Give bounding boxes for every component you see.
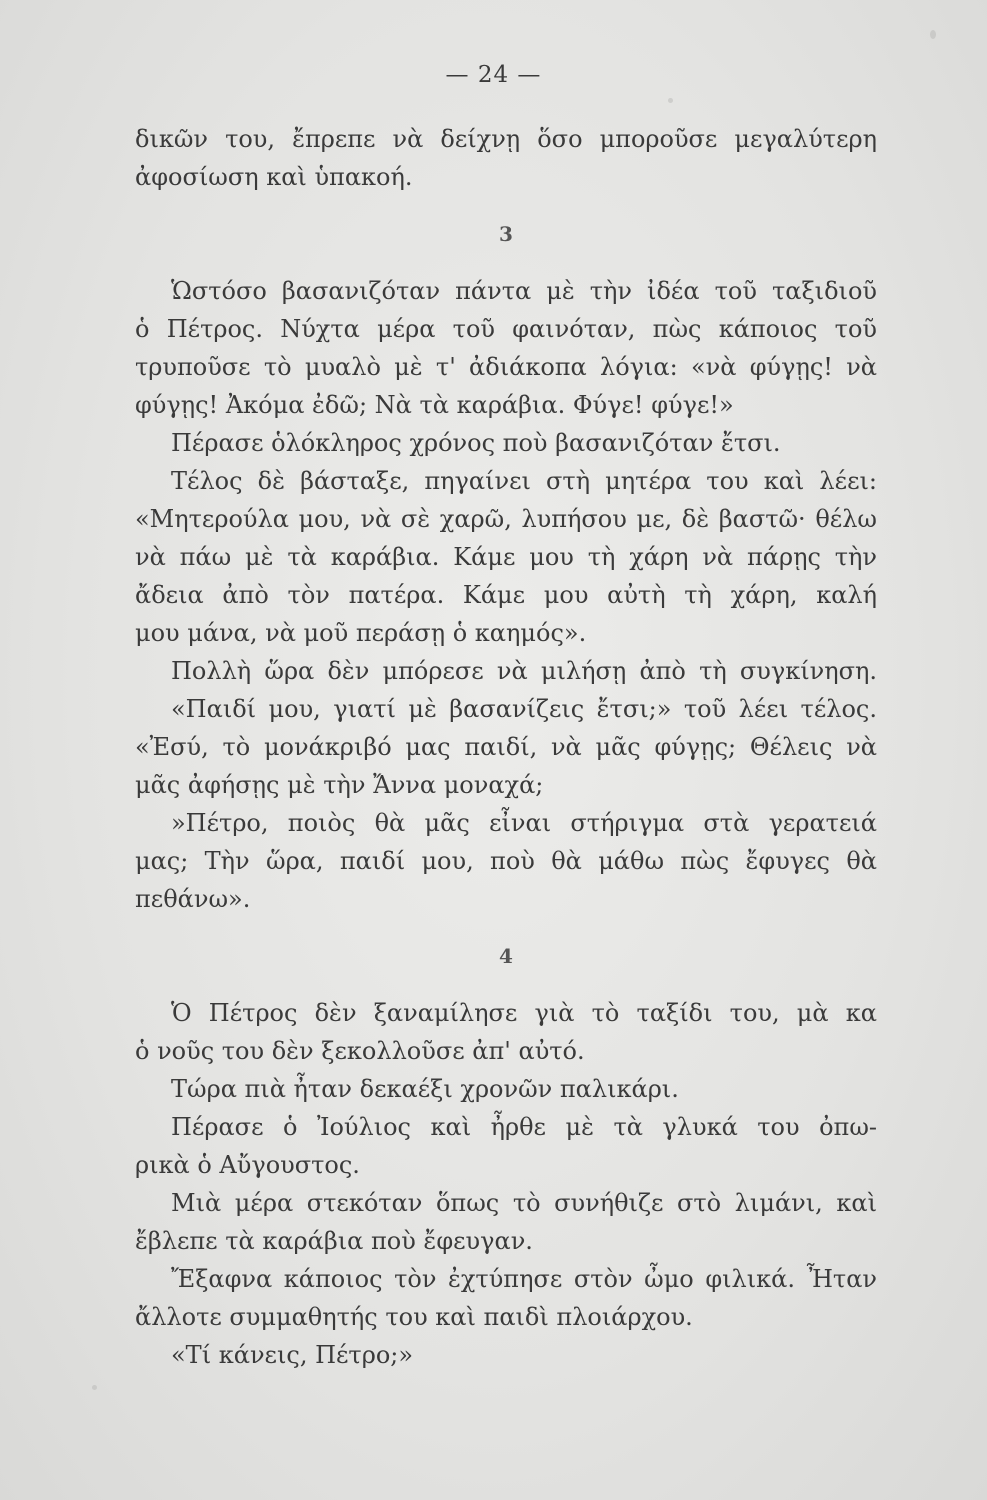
text-line: Ὁ Πέτρος δὲν ξαναμίλησε γιὰ τὸ ταξίδι του, μὰ κα bbox=[171, 999, 877, 1027]
text-line: ἄδεια ἀπὸ τὸν πατέρα. Κάμε μου αὐτὴ τὴ χάρη, καλή bbox=[135, 581, 877, 609]
text-line: «Ἐσύ, τὸ μονάκριβό μας παιδί, νὰ μᾶς φύγῃς; Θέλεις νὰ bbox=[135, 733, 877, 761]
text-line: μου μάνα, νὰ μοῦ περάσῃ ὁ καημός». bbox=[135, 619, 587, 647]
text-line: Πολλὴ ὥρα δὲν μπόρεσε νὰ μιλήσῃ ἀπὸ τὴ συγκίνηση. bbox=[171, 657, 877, 685]
section-number: 4 bbox=[499, 944, 513, 968]
text-line: Τώρα πιὰ ἦταν δεκαέξι χρονῶν παλικάρι. bbox=[171, 1075, 679, 1103]
text-line: »Πέτρο, ποιὸς θὰ μᾶς εἶναι στήριγμα στὰ γερατειά bbox=[171, 809, 877, 837]
text-line: Πέρασε ὁ Ἰούλιος καὶ ἦρθε μὲ τὰ γλυκά του ὀπω- bbox=[171, 1113, 877, 1141]
text-line: ὁ νοῦς του δὲν ξεκολλοῦσε ἀπ' αὐτό. bbox=[135, 1037, 585, 1065]
text-line: Τέλος δὲ βάσταξε, πηγαίνει στὴ μητέρα του καὶ λέει: bbox=[171, 467, 877, 495]
text-line: μᾶς ἀφήσῃς μὲ τὴν Ἄννα μοναχά; bbox=[135, 771, 544, 799]
text-line: φύγῃς! Ἀκόμα ἐδῶ; Νὰ τὰ καράβια. Φύγε! φύγε!» bbox=[135, 391, 734, 419]
text-line: πεθάνω». bbox=[135, 885, 251, 913]
text-line: Μιὰ μέρα στεκόταν ὅπως τὸ συνήθιζε στὸ λιμάνι, καὶ bbox=[171, 1189, 877, 1217]
text-line: ἀφοσίωση καὶ ὑπακοή. bbox=[135, 163, 413, 191]
text-line: ὁ Πέτρος. Νύχτα μέρα τοῦ φαινόταν, πὼς κάποιος τοῦ bbox=[135, 315, 877, 343]
text-line: Ὡστόσο βασανιζόταν πάντα μὲ τὴν ἰδέα τοῦ ταξιδιοῦ bbox=[171, 277, 877, 305]
text-line: Πέρασε ὁλόκληρος χρόνος ποὺ βασανιζόταν ἔτσι. bbox=[171, 429, 781, 457]
text-line: ἔβλεπε τὰ καράβια ποὺ ἔφευγαν. bbox=[135, 1227, 533, 1255]
text-line: ρικὰ ὁ Αὔγουστος. bbox=[135, 1151, 360, 1179]
text-line: νὰ πάω μὲ τὰ καράβια. Κάμε μου τὴ χάρη νὰ πάρῃς τὴν bbox=[135, 543, 877, 571]
text-line: δικῶν του, ἔπρεπε νὰ δείχνῃ ὅσο μποροῦσε μεγαλύτερη bbox=[135, 125, 877, 153]
page-number: — 24 — bbox=[445, 62, 542, 88]
section-number: 3 bbox=[499, 222, 513, 246]
text-line: «Τί κάνεις, Πέτρο;» bbox=[171, 1341, 414, 1369]
text-line: Ἔξαφνα κάποιος τὸν ἐχτύπησε στὸν ὦμο φιλικά. Ἦταν bbox=[171, 1265, 877, 1293]
text-line: ἄλλοτε συμμαθητής του καὶ παιδὶ πλοιάρχου. bbox=[135, 1303, 693, 1331]
paper-stain bbox=[668, 98, 673, 103]
body-text bbox=[135, 120, 877, 1374]
text-line: τρυποῦσε τὸ μυαλὸ μὲ τ' ἀδιάκοπα λόγια: «νὰ φύγῃς! νὰ bbox=[135, 353, 877, 381]
text-line: μας; Τὴν ὥρα, παιδί μου, ποὺ θὰ μάθω πὼς ἔφυγες θὰ bbox=[135, 847, 877, 875]
text-line: «Παιδί μου, γιατί μὲ βασανίζεις ἔτσι;» τοῦ λέει τέλος. bbox=[171, 695, 877, 723]
paper-stain bbox=[92, 1385, 97, 1390]
paper-stain bbox=[930, 30, 936, 39]
text-line: «Μητερούλα μου, νὰ σὲ χαρῶ, λυπήσου με, δὲ βαστῶ· θέλω bbox=[135, 505, 877, 533]
